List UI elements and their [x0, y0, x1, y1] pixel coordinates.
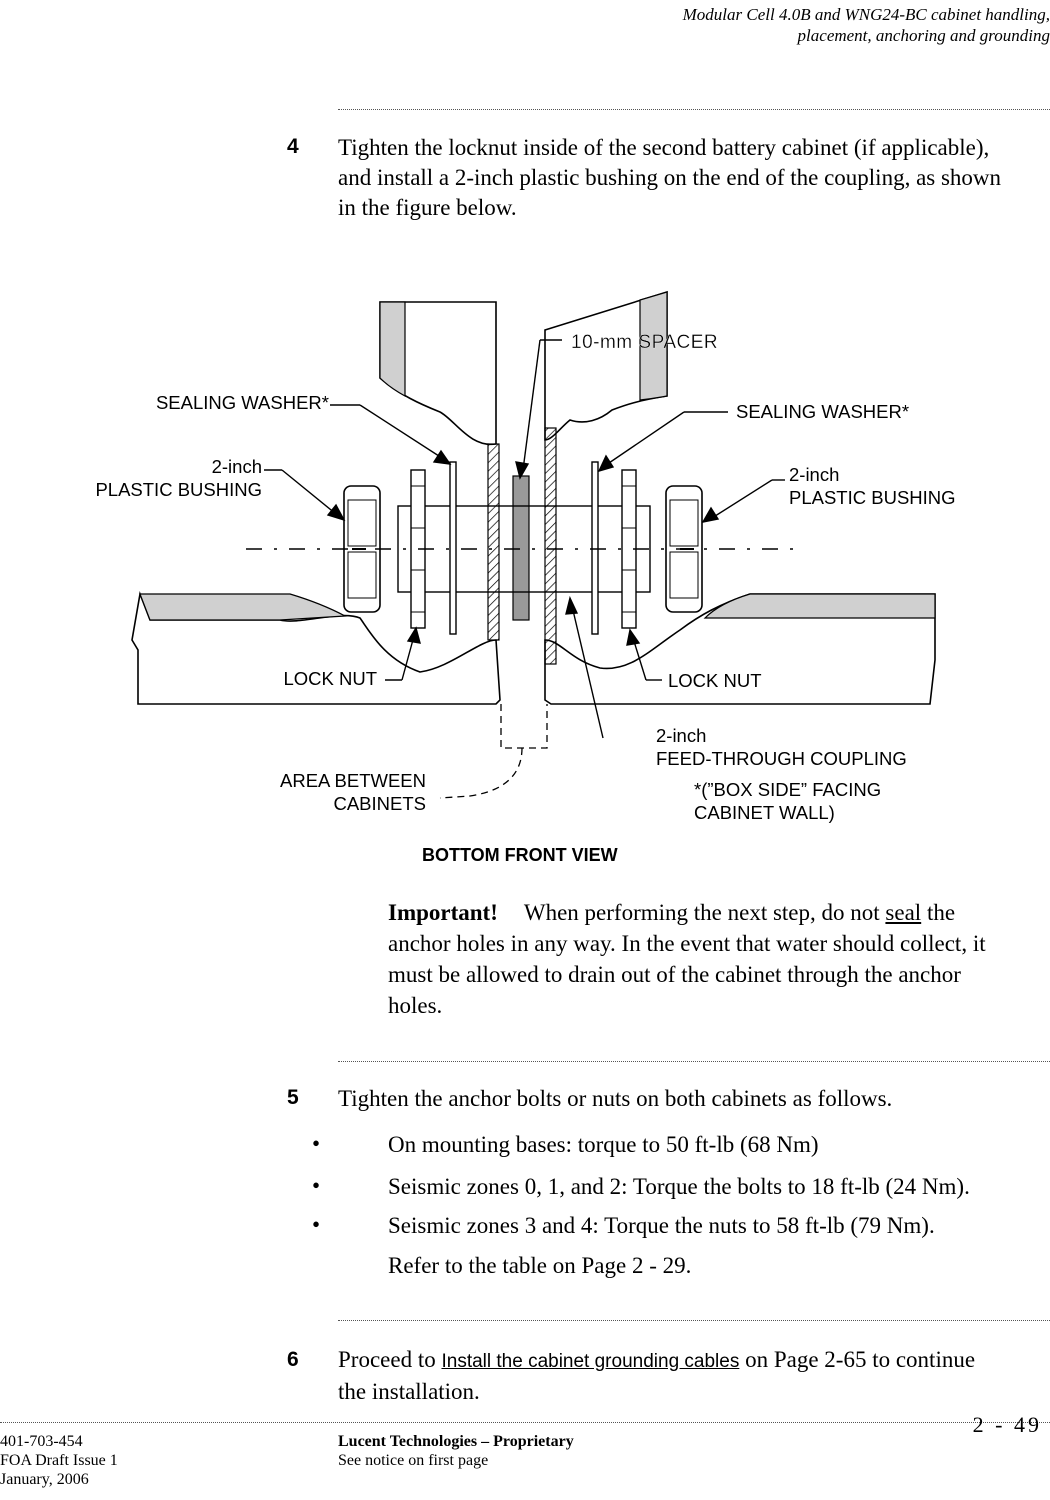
bushing-right-label-1: 2-inch: [789, 464, 840, 485]
figure-caption: BOTTOM FRONT VIEW: [422, 845, 618, 865]
right-wall-section: [545, 428, 556, 664]
running-header: [683, 4, 1050, 46]
step-6-line-2: the installation.: [338, 1379, 480, 1404]
step-6-pre: Proceed to: [338, 1347, 442, 1372]
note-label-1: *(”BOX SIDE” FACING: [694, 779, 882, 800]
important-pre: When performing the next step, do not: [523, 900, 886, 925]
footer-proprietary: [338, 1432, 574, 1470]
bullet-item-1: On mounting bases: torque to 50 ft-lb (68 Nm): [388, 1132, 819, 1157]
bushing-left-label-2: PLASTIC BUSHING: [95, 479, 262, 500]
step-number-5: 5: [287, 1086, 299, 1109]
footer-doc-info: [0, 1432, 118, 1489]
bullet-item-3: Seismic zones 3 and 4: Torque the nuts to 58 ft-lb (79 Nm).: [388, 1213, 935, 1238]
doc-number: 401-703-454: [0, 1433, 83, 1450]
bullet-item-2: Seismic zones 0, 1, and 2: Torque the bolts to 18 ft-lb (24 Nm).: [388, 1174, 970, 1199]
doc-issue: FOA Draft Issue 1: [0, 1452, 118, 1469]
important-label: Important!: [388, 900, 498, 925]
page-number: 2 - 49: [972, 1412, 1042, 1437]
doc-date: January, 2006: [0, 1471, 89, 1488]
notice-text: See notice on first page: [338, 1452, 489, 1469]
step-4-text: [338, 133, 1001, 223]
spacer: [513, 476, 529, 620]
area-leader: [440, 748, 522, 798]
important-line-3: must be allowed to drain out of the cabinet through the anchor: [388, 962, 961, 987]
step-4-line-3: in the figure below.: [338, 195, 517, 220]
bullet-icon: •: [312, 1131, 321, 1156]
step-5-text: Tighten the anchor bolts or nuts on both cabinets as follows.: [338, 1086, 893, 1111]
step-6-post: on Page 2-65 to continue: [739, 1347, 976, 1372]
important-line-4: holes.: [388, 993, 443, 1018]
left-wall-section: [488, 444, 499, 640]
lock-nut-left-label: LOCK NUT: [283, 668, 377, 689]
bushing-left-label-1: 2-inch: [211, 456, 262, 477]
coupling-label-1: 2-inch: [656, 725, 707, 746]
bullet-icon: •: [312, 1173, 321, 1198]
note-label-2: CABINET WALL): [694, 802, 835, 823]
divider: [338, 109, 1050, 110]
bushing-right-label-2: PLASTIC BUSHING: [789, 487, 956, 508]
lock-nut-right-label: LOCK NUT: [668, 670, 762, 691]
spacer-label: 10-mm SPACER: [571, 332, 719, 353]
step-4-line-1: Tighten the locknut inside of the second battery cabinet (if applicable),: [338, 135, 990, 160]
sealing-washer-left-label: SEALING WASHER*: [155, 392, 329, 413]
divider: [338, 1320, 1050, 1321]
step-6-text: [338, 1345, 975, 1407]
company-notice: Lucent Technologies – Proprietary: [338, 1433, 574, 1450]
coupling-installation-figure: [0, 280, 1050, 870]
bullet-icon: •: [312, 1212, 321, 1237]
header-line-2: placement, anchoring and grounding: [797, 26, 1050, 45]
important-note: [388, 897, 1048, 1021]
right-cabinet-wall: [545, 292, 667, 440]
important-line1-end: the: [921, 900, 956, 925]
divider: [338, 1061, 1050, 1062]
step-number-6: 6: [287, 1348, 299, 1371]
refer-text: Refer to the table on Page 2 - 29.: [388, 1253, 692, 1278]
grounding-cables-link[interactable]: Install the cabinet grounding cables: [441, 1351, 740, 1372]
header-line-1: Modular Cell 4.0B and WNG24-BC cabinet handling,: [682, 5, 1050, 24]
coupling-label-2: FEED-THROUGH COUPLING: [656, 748, 907, 769]
area-label-1: AREA BETWEEN: [280, 770, 426, 791]
sealing-washer-right-label: SEALING WASHER*: [736, 401, 910, 422]
left-cabinet-wall: [380, 302, 496, 444]
area-label-2: CABINETS: [333, 793, 426, 814]
area-between-cabinets: [501, 704, 547, 748]
footer-divider: [0, 1422, 1050, 1423]
step-number-4: 4: [287, 135, 299, 158]
important-seal: seal: [885, 900, 922, 925]
important-line-2: anchor holes in any way. In the event that water should collect, it: [388, 931, 986, 956]
sealing-washer-right: [592, 462, 598, 634]
step-4-line-2: and install a 2-inch plastic bushing on the end of the coupling, as shown: [338, 165, 1002, 190]
sealing-washer-left: [450, 462, 456, 634]
